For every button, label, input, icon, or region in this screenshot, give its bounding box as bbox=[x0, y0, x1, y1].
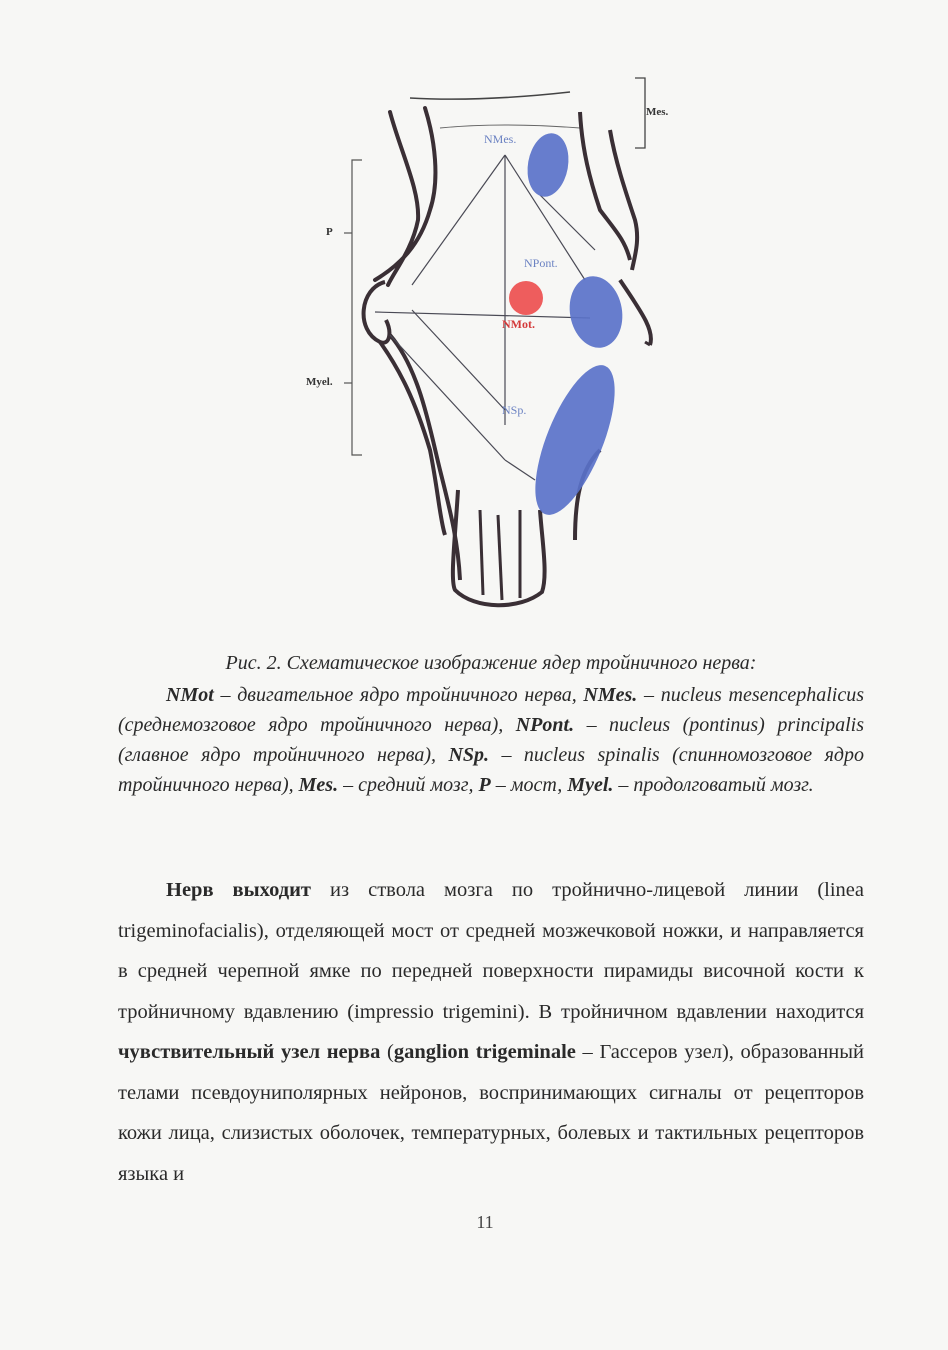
caption-fragment: – продолговатый мозг. bbox=[613, 774, 814, 796]
trigeminal-nuclei-diagram bbox=[280, 70, 700, 630]
caption-fragment: – nucleus spinalis (спинномозговое ядро тройничного нерва), bbox=[118, 744, 864, 796]
label-p: P bbox=[326, 226, 333, 238]
body-fragment: из ствола мозга по тройнично-лицевой линии (linea trigeminofacialis), отделяющей мост от средней мозжечковой ножки, и направляется в средней черепной ямке по передней поверхности пирамиды височной кости к тройничному вдавлению (impressio trigemini). В тройничном вдавлении находится bbox=[118, 879, 864, 1023]
midbrain-boundary bbox=[410, 92, 570, 99]
mes-bracket bbox=[635, 78, 645, 148]
caption-fragment: NMes. bbox=[583, 684, 638, 706]
brainstem-schematic bbox=[280, 70, 700, 630]
label-nmot: NMot. bbox=[502, 317, 535, 331]
body-fragment: чувствительный узел нерва bbox=[118, 1041, 381, 1063]
page-number: 11 bbox=[476, 1212, 494, 1232]
nucleus-motorius bbox=[509, 281, 543, 315]
label-nmes: NMes. bbox=[484, 132, 517, 146]
caption-fragment: Myel. bbox=[567, 774, 614, 796]
brainstem-right-outline bbox=[580, 112, 637, 270]
myel-bracket bbox=[352, 370, 362, 455]
figure-caption bbox=[118, 648, 864, 800]
caption-fragment: Mes. bbox=[298, 774, 339, 796]
caption-fragment: – nucleus (pontinus) principalis (главное ядро тройничного нерва), bbox=[118, 714, 864, 766]
body-fragment: ganglion trigeminale bbox=[393, 1041, 576, 1063]
caption-fragment: NPont. bbox=[515, 714, 575, 736]
label-npont: NPont. bbox=[524, 256, 558, 270]
nucleus-mesencephalicus bbox=[523, 130, 574, 200]
brainstem-left-outline bbox=[375, 108, 435, 285]
body-paragraph bbox=[118, 870, 864, 1194]
body-fragment: ( bbox=[380, 1041, 394, 1063]
label-myel: Myel. bbox=[306, 376, 333, 388]
caption-fragment: – мост, bbox=[490, 774, 568, 796]
nucleus-spinalis bbox=[519, 355, 631, 524]
caption-fragment: – двигательное ядро тройничного нерва, bbox=[213, 684, 584, 706]
midbrain-boundary-lower bbox=[440, 125, 580, 128]
caption-title: Рис. 2. Схематическое изображение ядер тройничного нерва: bbox=[225, 652, 757, 674]
right-nerve-stump bbox=[620, 280, 651, 345]
caption-fragment: NSp. bbox=[448, 744, 490, 766]
body-fragment: Нерв выходит bbox=[166, 879, 311, 901]
nucleus-pontinus bbox=[564, 272, 628, 352]
p-bracket bbox=[352, 160, 362, 370]
label-mes: Mes. bbox=[646, 106, 669, 118]
caption-fragment: – средний мозг, bbox=[338, 774, 479, 796]
caption-fragment: P bbox=[478, 774, 491, 796]
body-fragment: – Гассеров узел), образованный телами псевдоуниполярных нейронов, воспринимающих сигналы от рецепторов кожи лица, слизистых оболочек, температурных, болевых и тактильных рецепторов языка и bbox=[118, 1041, 865, 1185]
caption-fragment: NMot bbox=[166, 684, 214, 706]
label-nsp: NSp. bbox=[502, 403, 527, 417]
caption-legend bbox=[118, 680, 864, 800]
caption-fragment: – nucleus mesencephalicus (среднемозговое ядро тройничного нерва), bbox=[118, 684, 865, 736]
